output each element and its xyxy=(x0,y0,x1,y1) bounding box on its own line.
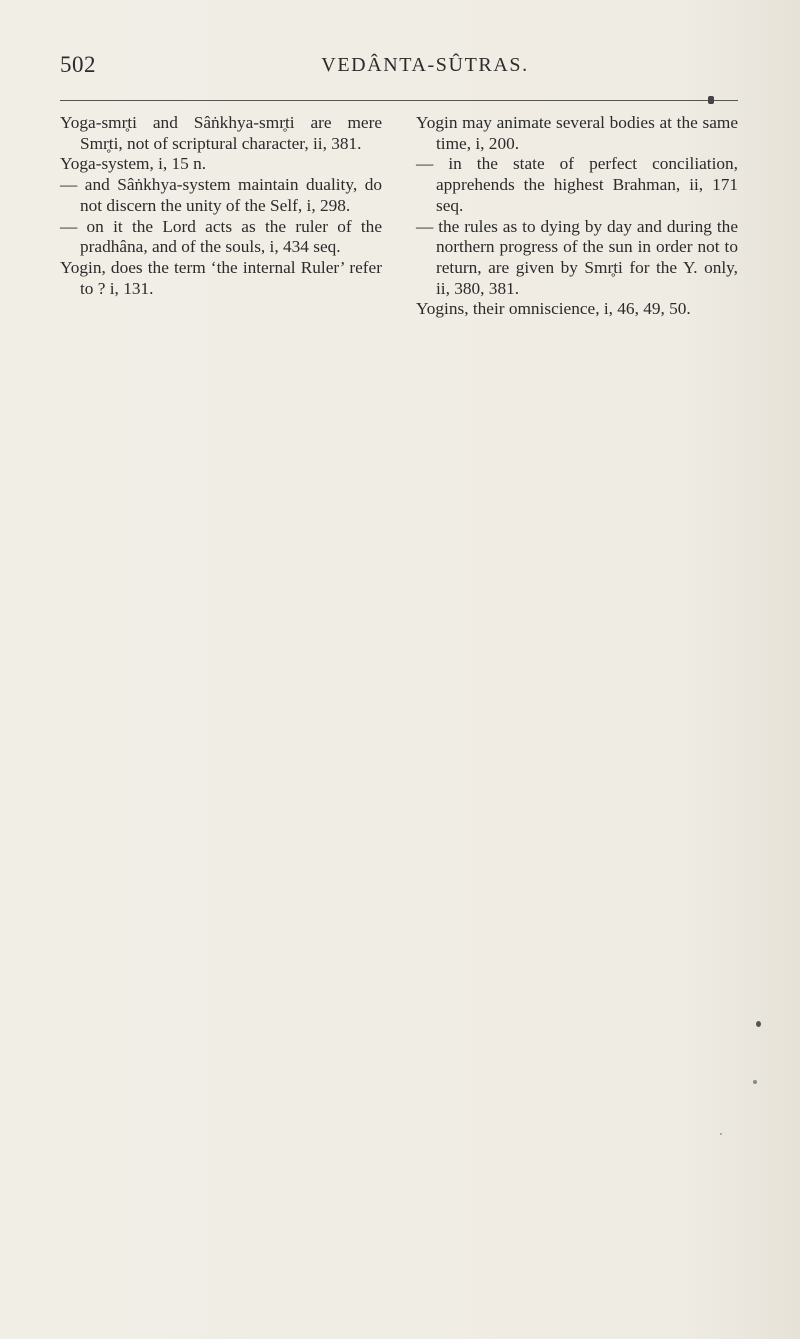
index-entry: — and Sâṅkhya-system maintain duality, do not discern the unity of the Self, i, 298. xyxy=(60,175,382,215)
running-title: VEDÂNTA-SÛTRAS. xyxy=(321,54,529,76)
header-rule xyxy=(60,100,738,101)
index-entry: Yoga-smr̥ti and Sâṅkhya-smr̥ti are mere Smr̥ti, not of scriptural character, ii, 381. xyxy=(60,113,382,153)
ink-speck xyxy=(756,1021,761,1027)
index-entry: Yoga-system, i, 15 n. xyxy=(60,154,207,174)
ink-speck xyxy=(753,1080,757,1084)
index-entry: Yogin, does the term ‘the internal Ruler’ refer to ? i, 131. xyxy=(60,257,382,298)
index-entry: — in the state of perfect conciliation, apprehends the highest Brahman, ii, 171 seq. xyxy=(416,154,738,215)
ink-speck xyxy=(720,1133,722,1135)
index-entry: Yogin may animate several bodies at the same time, i, 200. xyxy=(416,113,738,153)
index-column-right xyxy=(416,113,738,320)
index-column-left xyxy=(60,113,382,299)
page-header xyxy=(60,52,740,86)
page-number: 502 xyxy=(60,52,96,77)
index-entry: — on it the Lord acts as the ruler of the pradhâna, and of the souls, i, 434 seq. xyxy=(60,216,382,257)
index-entry: Yogins, their omniscience, i, 46, 49, 50. xyxy=(416,299,691,319)
printer-mark xyxy=(708,96,714,104)
index-entry: — the rules as to dying by day and during the northern progress of the sun in order not to return, are given by Smr̥ti for the Y. only, ii, 380, 381. xyxy=(416,216,738,298)
